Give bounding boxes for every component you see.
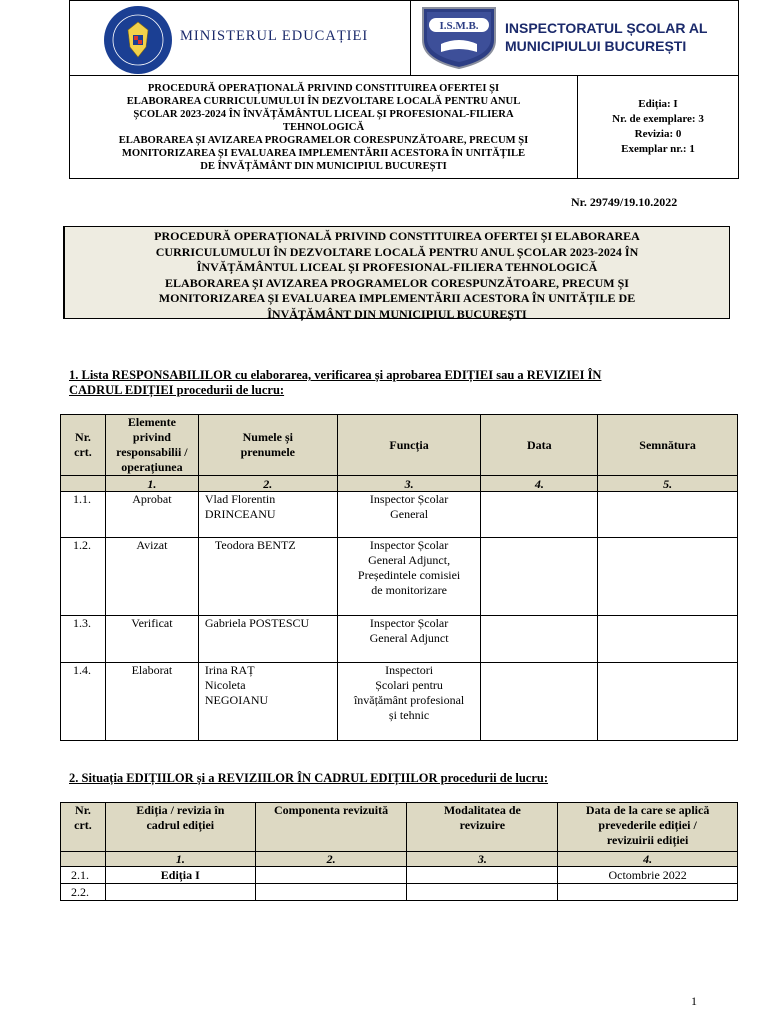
row-signature: [598, 663, 738, 741]
table-row: [61, 663, 738, 741]
procedure-title-line: DE ÎNVĂȚĂMÂNT DIN MUNICIPIUL BUCUREȘTI: [200, 160, 447, 172]
page-number: 1: [691, 994, 697, 1008]
edition-info: [578, 76, 739, 179]
column-number: 4.: [558, 852, 738, 867]
row-date: [481, 663, 598, 741]
column-header: Ediția / revizia în cadrul ediției: [105, 803, 255, 852]
title-box-line: ÎNVĂȚĂMÂNT DIN MUNICIPIUL BUCUREȘTI: [267, 306, 527, 321]
row-signature: [598, 492, 738, 538]
row-date: [481, 492, 598, 538]
row-edition: Ediția I: [105, 867, 255, 884]
row-edition: [105, 884, 255, 901]
column-header: Modalitatea de revizuire: [407, 803, 558, 852]
inspectorate-name-line2: MUNICIPIULUI BUCUREȘTI: [505, 38, 687, 54]
column-number: 4.: [481, 476, 598, 492]
column-number: 2.: [255, 852, 407, 867]
section2-heading: 2. Situația EDIȚIILOR și a REVIZIILOR ÎN CADRUL EDIȚIILOR procedurii de lucru:: [69, 771, 549, 785]
ismb-shield-icon: [419, 4, 499, 70]
row-signature: [598, 538, 738, 616]
procedure-title-line: ELABORAREA ȘI AVIZAREA PROGRAMELOR CORESPUNZĂTOARE, PRECUM ȘI: [118, 134, 529, 146]
procedure-title-box: [64, 226, 730, 319]
row-number: 1.1.: [61, 492, 106, 538]
procedure-title: [70, 76, 578, 179]
row-number: 1.4.: [61, 663, 106, 741]
responsibles-table: [60, 414, 738, 741]
procedure-title-line: TEHNOLOGICĂ: [282, 121, 365, 133]
row-date: [481, 616, 598, 663]
inspectorate-name-line1: INSPECTORATUL ȘCOLAR AL: [505, 20, 708, 36]
table-row: [61, 492, 738, 538]
row-name: Vlad Florentin DRINCEANU: [198, 492, 337, 538]
row-component: [255, 884, 407, 901]
row-function: Inspector Școlar General: [337, 492, 481, 538]
row-function: Inspectori Școlari pentru învățământ profesional și tehnic: [337, 663, 481, 741]
row-function: Inspector Școlar General Adjunct, Președintele comisiei de monitorizare: [337, 538, 481, 616]
column-header: Semnătura: [598, 415, 738, 476]
row-method: [407, 884, 558, 901]
row-number: 2.1.: [61, 867, 106, 884]
row-name: Teodora BENTZ: [198, 538, 337, 616]
row-date: [481, 538, 598, 616]
title-box-line: ÎNVĂȚĂMÂNTUL LICEAL ȘI PROFESIONAL-FILIERA TEHNOLOGICĂ: [196, 260, 598, 274]
column-header: Numele și prenumele: [198, 415, 337, 476]
row-element: Avizat: [105, 538, 198, 616]
column-header: Nr. crt.: [61, 415, 106, 476]
inspectorate-cell: [411, 1, 739, 76]
table-row: [61, 884, 738, 901]
table-row: [61, 538, 738, 616]
column-number: 1.: [105, 476, 198, 492]
procedure-title-line: MONITORIZAREA ȘI EVALUAREA IMPLEMENTĂRII ACESTORA ÎN UNITĂȚILE: [121, 147, 526, 159]
edition-label: Ediția: I: [638, 98, 678, 110]
column-number: [61, 852, 106, 867]
ministry-name: MINISTERUL EDUCAȚIEI: [180, 28, 369, 44]
column-number: 1.: [105, 852, 255, 867]
row-date: Octombrie 2022: [558, 867, 738, 884]
row-element: Verificat: [105, 616, 198, 663]
procedure-title-line: ȘCOLAR 2023-2024 ÎN ÎNVĂȚĂMÂNTUL LICEAL ȘI PROFESIONAL-FILIERA: [133, 108, 514, 120]
title-box-line: CURRICULUMULUI ÎN DEZVOLTARE LOCALĂ PENTRU ANUL ȘCOLAR 2023-2024 ÎN: [155, 244, 639, 259]
table-row: [61, 616, 738, 663]
reference-number: Nr. 29749/19.10.2022: [571, 195, 678, 209]
column-number-row: [61, 852, 738, 867]
section1-heading-line1: 1. Lista RESPONSABILILOR cu elaborarea, verificarea și aprobarea EDIȚIEI sau a REVIZIEI ÎN: [69, 368, 602, 382]
revision-label: Revizia: 0: [634, 128, 682, 140]
row-name: Irina RAȚ Nicoleta NEGOIANU: [198, 663, 337, 741]
column-header: Data de la care se aplică prevederile ediției / revizuirii ediției: [558, 803, 738, 852]
column-header: Nr. crt.: [61, 803, 106, 852]
column-header: Componenta revizuită: [255, 803, 407, 852]
column-header: Funcția: [337, 415, 481, 476]
row-element: Aprobat: [105, 492, 198, 538]
title-box-line: ELABORAREA ȘI AVIZAREA PROGRAMELOR CORESPUNZĂTOARE, PRECUM ȘI: [165, 275, 629, 290]
copies-label: Nr. de exemplare: 3: [612, 113, 704, 125]
section1-heading: [69, 368, 729, 398]
row-element: Elaborat: [105, 663, 198, 741]
row-function: Inspector Școlar General Adjunct: [337, 616, 481, 663]
section1-heading-line2: CADRUL EDIȚIEI procedurii de lucru:: [69, 383, 285, 397]
row-number: 1.3.: [61, 616, 106, 663]
table-header-row: [61, 415, 738, 476]
inspectorate-name: [505, 19, 708, 55]
procedure-title-line: ELABORAREA CURRICULUMULUI ÎN DEZVOLTARE LOCALĂ PENTRU ANUL: [126, 95, 521, 107]
header-table: [69, 0, 739, 179]
column-number: 3.: [407, 852, 558, 867]
row-number: 2.2.: [61, 884, 106, 901]
title-box-line: PROCEDURĂ OPERAȚIONALĂ PRIVIND CONSTITUIREA OFERTEI ȘI ELABORAREA: [154, 229, 640, 243]
ismb-logo-text: I.S.M.B.: [439, 20, 479, 32]
table-header-row: [61, 803, 738, 852]
table-row: [61, 867, 738, 884]
column-number: 2.: [198, 476, 337, 492]
column-number-row: [61, 476, 738, 492]
column-number: [61, 476, 106, 492]
row-component: [255, 867, 407, 884]
column-header: Elemente privind responsabilii / operațiunea: [105, 415, 198, 476]
column-number: 3.: [337, 476, 481, 492]
row-method: [407, 867, 558, 884]
column-header: Data: [481, 415, 598, 476]
row-number: 1.2.: [61, 538, 106, 616]
row-name: Gabriela POSTESCU: [198, 616, 337, 663]
title-box-line: MONITORIZAREA ȘI EVALUAREA IMPLEMENTĂRII ACESTORA ÎN UNITĂȚILE DE: [158, 291, 636, 305]
ministry-cell: [70, 1, 411, 76]
government-seal-icon: [103, 5, 173, 75]
copy-number-label: Exemplar nr.: 1: [621, 143, 695, 155]
procedure-title-line: PROCEDURĂ OPERAȚIONALĂ PRIVIND CONSTITUIREA OFERTEI ȘI: [147, 82, 500, 94]
row-signature: [598, 616, 738, 663]
editions-table: [60, 802, 738, 901]
row-date: [558, 884, 738, 901]
column-number: 5.: [598, 476, 738, 492]
